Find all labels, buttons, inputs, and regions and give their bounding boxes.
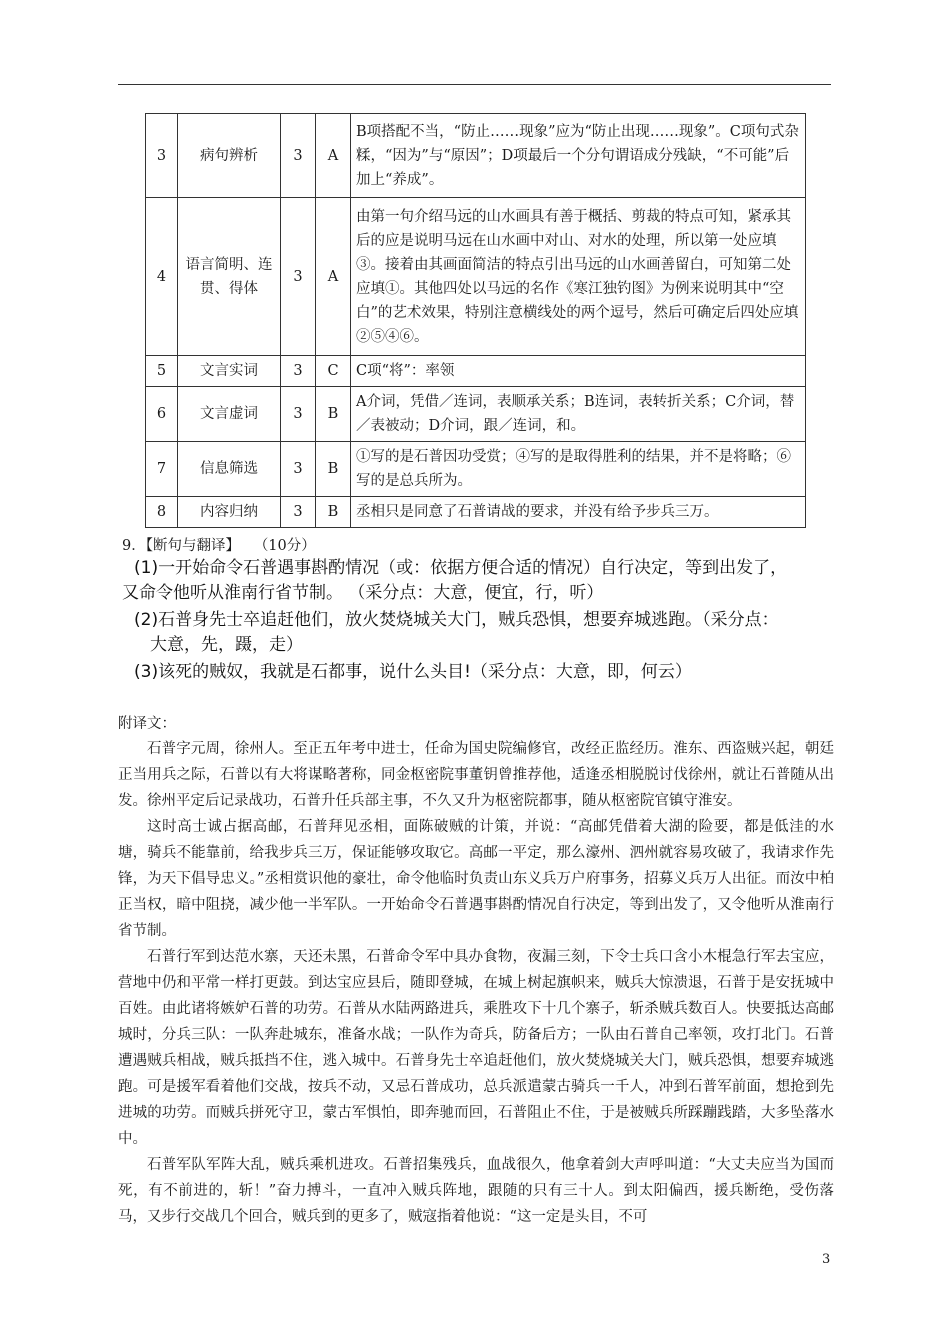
question-number-cell: 7 bbox=[146, 442, 178, 497]
score-cell: 3 bbox=[281, 198, 316, 356]
score-cell: 3 bbox=[281, 114, 316, 198]
table-row bbox=[146, 356, 806, 387]
translation-line-5: (3)该死的贼奴，我就是石都事，说什么头目!（采分点：大意，即，何云） bbox=[134, 662, 692, 682]
score-cell: 3 bbox=[281, 497, 316, 528]
answer-cell: B bbox=[316, 442, 351, 497]
score-cell: 3 bbox=[281, 442, 316, 497]
answer-cell: A bbox=[316, 198, 351, 356]
table-row bbox=[146, 442, 806, 497]
question-number-cell: 5 bbox=[146, 356, 178, 387]
translation-body bbox=[118, 736, 834, 1230]
explanation-cell: 丞相只是同意了石普请战的要求，并没有给予步兵三万。 bbox=[351, 497, 806, 528]
header-rule bbox=[118, 84, 831, 85]
translation-line-3: (2)石普身先士卒追赶他们，放火焚烧城关大门，贼兵恐惧，想要弃城逃跑。（采分点： bbox=[134, 610, 779, 630]
score-cell: 3 bbox=[281, 356, 316, 387]
score-cell: 3 bbox=[281, 387, 316, 442]
translation-line-1: (1)一开始命令石普遇事斟酌情况（或：依据方便合适的情况）自行决定，等到出发了， bbox=[134, 558, 788, 578]
table-row bbox=[146, 198, 806, 356]
explanation-cell: B项搭配不当，“防止……现象”应为“防止出现……现象”。C项句式杂糅，“因为”与“原因”；D项最后一个分句谓语成分残缺，“不可能”后加上“养成”。 bbox=[351, 114, 806, 198]
section-9-points: （10分） bbox=[253, 538, 316, 554]
question-type-cell: 语言简明、连贯、得体 bbox=[178, 198, 281, 356]
page-number: 3 bbox=[822, 1252, 831, 1267]
section-9-title: 9．【断句与翻译】 bbox=[122, 538, 240, 554]
explanation-cell: 由第一句介绍马远的山水画具有善于概括、剪裁的特点可知，紧承其后的应是说明马远在山水画中对山、对水的处理，所以第一处应填③。接着由其画面简洁的特点引出马远的山水画善留白，可知第二处应填①。其他四处以马远的名作《寒江独钓图》为例来说明其中“空白”的艺术效果，特别注意横线处的两个逗号，然后可确定后四处应填②⑤④⑥。 bbox=[351, 198, 806, 356]
question-type-cell: 内容归纳 bbox=[178, 497, 281, 528]
translation-line-2: 又命令他听从淮南行省节制。 （采分点：大意，便宜，行，听） bbox=[122, 583, 604, 603]
answer-table bbox=[145, 113, 806, 528]
table-row bbox=[146, 114, 806, 198]
question-type-cell: 文言实词 bbox=[178, 356, 281, 387]
answer-table-body bbox=[146, 114, 806, 528]
answer-cell: B bbox=[316, 387, 351, 442]
translation-paragraph: 这时高士诚占据高邮，石普拜见丞相，面陈破贼的计策，并说：“高邮凭借着大湖的险要，都是低洼的水塘，骑兵不能靠前，给我步兵三万，保证能够攻取它。高邮一平定，那么濠州、泗州就容易攻破了，我请求作先锋，为天下倡导忠义。”丞相赏识他的豪壮，命令他临时负责山东义兵万户府事务，招募义兵万人出征。而汝中柏正当权，暗中阻挠，减少他一半军队。一开始命令石普遇事斟酌情况自行决定，等到出发了，又令他听从淮南行省节制。 bbox=[118, 819, 834, 939]
table-row bbox=[146, 497, 806, 528]
translation-paragraph: 石普字元周，徐州人。至正五年考中进士，任命为国史院编修官，改经正监经历。淮东、西盗贼兴起，朝廷正当用兵之际，石普以有大将谋略著称，同金枢密院事董钥曾推荐他，适逢丞相脱脱讨伐徐州，就让石普随从出发。徐州平定后记录战功，石普升任兵部主事，不久又升为枢密院都事，随从枢密院官镇守淮安。 bbox=[118, 741, 834, 809]
translation-line-4: 大意，先，蹑，走） bbox=[150, 635, 303, 655]
explanation-cell: A介词，凭借／连词，表顺承关系；B连词，表转折关系；C介词，替／表被动；D介词，跟／连词，和。 bbox=[351, 387, 806, 442]
section-9-heading bbox=[122, 534, 316, 555]
question-type-cell: 病句辨析 bbox=[178, 114, 281, 198]
question-type-cell: 文言虚词 bbox=[178, 387, 281, 442]
translation-paragraph: 石普行军到达范水寨，天还未黑，石普命令军中具办食物，夜漏三刻，下令士兵口含小木棍急行军去宝应，营地中仍和平常一样打更鼓。到达宝应县后，随即登城，在城上树起旗帜来，贼兵大惊溃退，石普于是安抚城中百姓。由此诸将嫉妒石普的功劳。石普从水陆两路进兵，乘胜攻下十几个寨子，斩杀贼兵数百人。快要抵达高邮城时，分兵三队：一队奔赴城东，准备水战；一队作为奇兵，防备后方；一队由石普自己率领，攻打北门。石普遭遇贼兵相战，贼兵抵挡不住，逃入城中。石普身先士卒追赶他们，放火焚烧城关大门，贼兵恐惧，想要弃城逃跑。可是援军看着他们交战，按兵不动，又忌石普成功，总兵派遣蒙古骑兵一千人，冲到石普军前面，想抢到先进城的功劳。而贼兵拼死守卫，蒙古军惧怕，即奔驰而回，石普阻止不住，于是被贼兵所踩蹦践踏，大多坠落水中。 bbox=[118, 949, 834, 1147]
explanation-cell: C项“将”：率领 bbox=[351, 356, 806, 387]
answer-cell: C bbox=[316, 356, 351, 387]
translation-heading: 附译文： bbox=[118, 716, 176, 732]
answer-cell: A bbox=[316, 114, 351, 198]
question-number-cell: 3 bbox=[146, 114, 178, 198]
answer-cell: B bbox=[316, 497, 351, 528]
translation-paragraph: 石普军队军阵大乱，贼兵乘机进攻。石普招集残兵，血战很久，他拿着剑大声呼叫道：“大丈夫应当为国而死，有不前进的，斩！”奋力搏斗，一直冲入贼兵阵地，跟随的只有三十人。到太阳偏西，援兵断绝，受伤落马，又步行交战几个回合，贼兵到的更多了，贼寇指着他说：“这一定是头目，不可 bbox=[118, 1157, 834, 1225]
explanation-cell: ①写的是石普因功受赏；④写的是取得胜利的结果，并不是将略；⑥写的是总兵所为。 bbox=[351, 442, 806, 497]
question-number-cell: 6 bbox=[146, 387, 178, 442]
table-row bbox=[146, 387, 806, 442]
question-type-cell: 信息筛选 bbox=[178, 442, 281, 497]
question-number-cell: 4 bbox=[146, 198, 178, 356]
question-number-cell: 8 bbox=[146, 497, 178, 528]
